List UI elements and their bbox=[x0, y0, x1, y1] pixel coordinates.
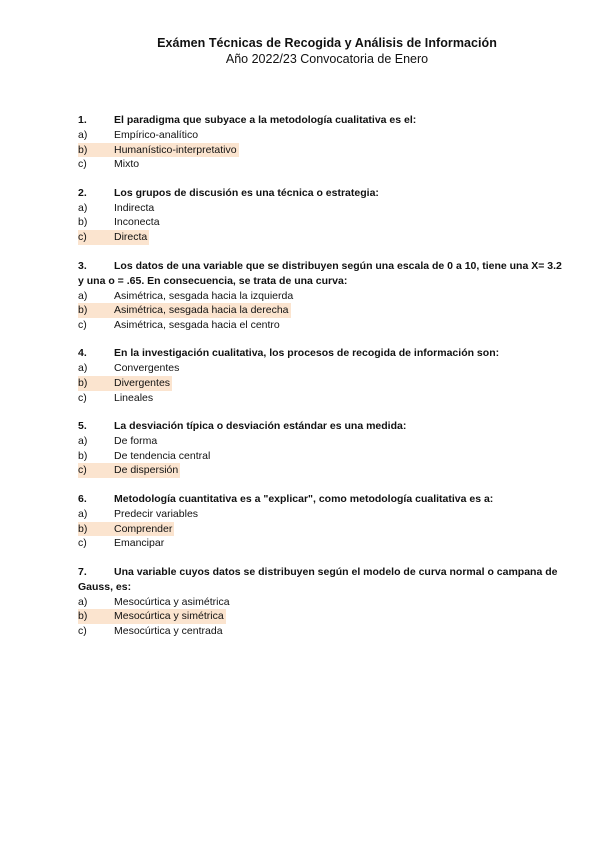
option-c bbox=[78, 624, 568, 639]
option-b-highlighted bbox=[78, 522, 568, 537]
option-c bbox=[78, 536, 568, 551]
question-5 bbox=[78, 419, 568, 478]
option-letter: b) bbox=[78, 143, 114, 158]
question-number: 7. bbox=[78, 565, 87, 578]
option-a bbox=[78, 361, 568, 376]
option-text: Mixto bbox=[114, 158, 140, 171]
document-title: Exámen Técnicas de Recogida y Análisis de Información bbox=[157, 36, 497, 50]
option-text: Mesocúrtica y asimétrica bbox=[114, 595, 230, 608]
question-number: 3. bbox=[78, 259, 87, 272]
option-letter: c) bbox=[78, 624, 87, 637]
question-1 bbox=[78, 113, 568, 172]
option-b bbox=[78, 215, 568, 230]
option-text: Comprender bbox=[114, 522, 173, 535]
document-subtitle: Año 2022/23 Convocatoria de Enero bbox=[225, 52, 429, 66]
question-number: 5. bbox=[78, 420, 87, 433]
question-7 bbox=[78, 565, 568, 639]
option-letter: b) bbox=[78, 216, 88, 229]
question-text: Una variable cuyos datos se distribuyen según el modelo de curva normal o campana de Gauss, es: bbox=[78, 565, 558, 593]
option-c-highlighted bbox=[78, 230, 568, 245]
option-text: Asimétrica, sesgada hacia el centro bbox=[114, 318, 280, 331]
option-a bbox=[78, 434, 568, 449]
option-text: Inconecta bbox=[114, 216, 160, 229]
option-letter: a) bbox=[78, 201, 88, 214]
option-a bbox=[78, 507, 568, 522]
option-letter: a) bbox=[78, 129, 88, 141]
option-letter: b) bbox=[78, 522, 114, 537]
option-text: De forma bbox=[114, 435, 158, 448]
option-text: Predecir variables bbox=[114, 507, 199, 520]
option-text: Mesocúrtica y centrada bbox=[114, 624, 223, 637]
question-text: Los grupos de discusión es una técnica o estrategia: bbox=[114, 186, 379, 199]
option-letter: b) bbox=[78, 376, 114, 391]
question-text: En la investigación cualitativa, los procesos de recogida de información son: bbox=[114, 347, 500, 360]
question-number: 6. bbox=[78, 492, 87, 505]
option-text: Asimétrica, sesgada hacia la izquierda bbox=[114, 289, 294, 302]
option-text: Indirecta bbox=[114, 201, 155, 214]
document-header bbox=[0, 36, 600, 66]
option-text: Mesocúrtica y simétrica bbox=[114, 610, 224, 623]
option-letter: a) bbox=[78, 435, 88, 448]
option-text: De tendencia central bbox=[114, 449, 211, 462]
option-letter: c) bbox=[78, 158, 87, 171]
question-number: 4. bbox=[78, 347, 87, 360]
option-b-highlighted bbox=[78, 143, 568, 158]
option-text: Lineales bbox=[114, 391, 154, 404]
question-number: 1. bbox=[78, 114, 87, 126]
question-text: Metodología cuantitativa es a "explicar", como metodología cualitativa es a: bbox=[114, 492, 494, 505]
option-text: Emancipar bbox=[114, 537, 165, 550]
option-a bbox=[78, 289, 568, 304]
question-text: El paradigma que subyace a la metodología cualitativa es el: bbox=[114, 114, 417, 126]
option-letter: c) bbox=[78, 230, 114, 245]
option-c-highlighted bbox=[78, 463, 568, 478]
option-letter: c) bbox=[78, 537, 87, 550]
option-letter: b) bbox=[78, 609, 114, 624]
option-text: Asimétrica, sesgada hacia la derecha bbox=[114, 304, 289, 317]
option-text: Directa bbox=[114, 230, 148, 243]
question-4 bbox=[78, 346, 568, 405]
option-letter: b) bbox=[78, 303, 114, 318]
option-c bbox=[78, 157, 568, 172]
option-text: De dispersión bbox=[114, 464, 179, 477]
option-c bbox=[78, 391, 568, 406]
question-list bbox=[78, 113, 568, 652]
option-letter: c) bbox=[78, 318, 87, 331]
option-letter: c) bbox=[78, 391, 87, 404]
option-a bbox=[78, 201, 568, 216]
option-letter: c) bbox=[78, 463, 114, 478]
option-text: Convergentes bbox=[114, 362, 180, 375]
option-b-highlighted bbox=[78, 376, 568, 391]
question-2 bbox=[78, 186, 568, 245]
question-text: La desviación típica o desviación estándar es una medida: bbox=[114, 420, 407, 433]
option-letter: a) bbox=[78, 362, 88, 375]
question-3 bbox=[78, 259, 568, 333]
option-b bbox=[78, 449, 568, 464]
option-c bbox=[78, 318, 568, 333]
option-b-highlighted bbox=[78, 609, 568, 624]
option-letter: b) bbox=[78, 449, 88, 462]
option-letter: a) bbox=[78, 595, 88, 608]
option-text: Empírico-analítico bbox=[114, 129, 199, 141]
question-number: 2. bbox=[78, 186, 87, 199]
option-a bbox=[78, 595, 568, 610]
question-6 bbox=[78, 492, 568, 551]
question-text: Los datos de una variable que se distribuyen según una escala de 0 a 10, tiene una X= 3.2 y una o = .65. En consecuencia, se trata de una curva: bbox=[78, 259, 562, 287]
option-b-highlighted bbox=[78, 303, 568, 318]
option-text: Divergentes bbox=[114, 376, 171, 389]
option-letter: a) bbox=[78, 289, 88, 302]
option-text: Humanístico-interpretativo bbox=[114, 143, 237, 156]
option-letter: a) bbox=[78, 507, 88, 520]
option-a bbox=[78, 128, 568, 143]
